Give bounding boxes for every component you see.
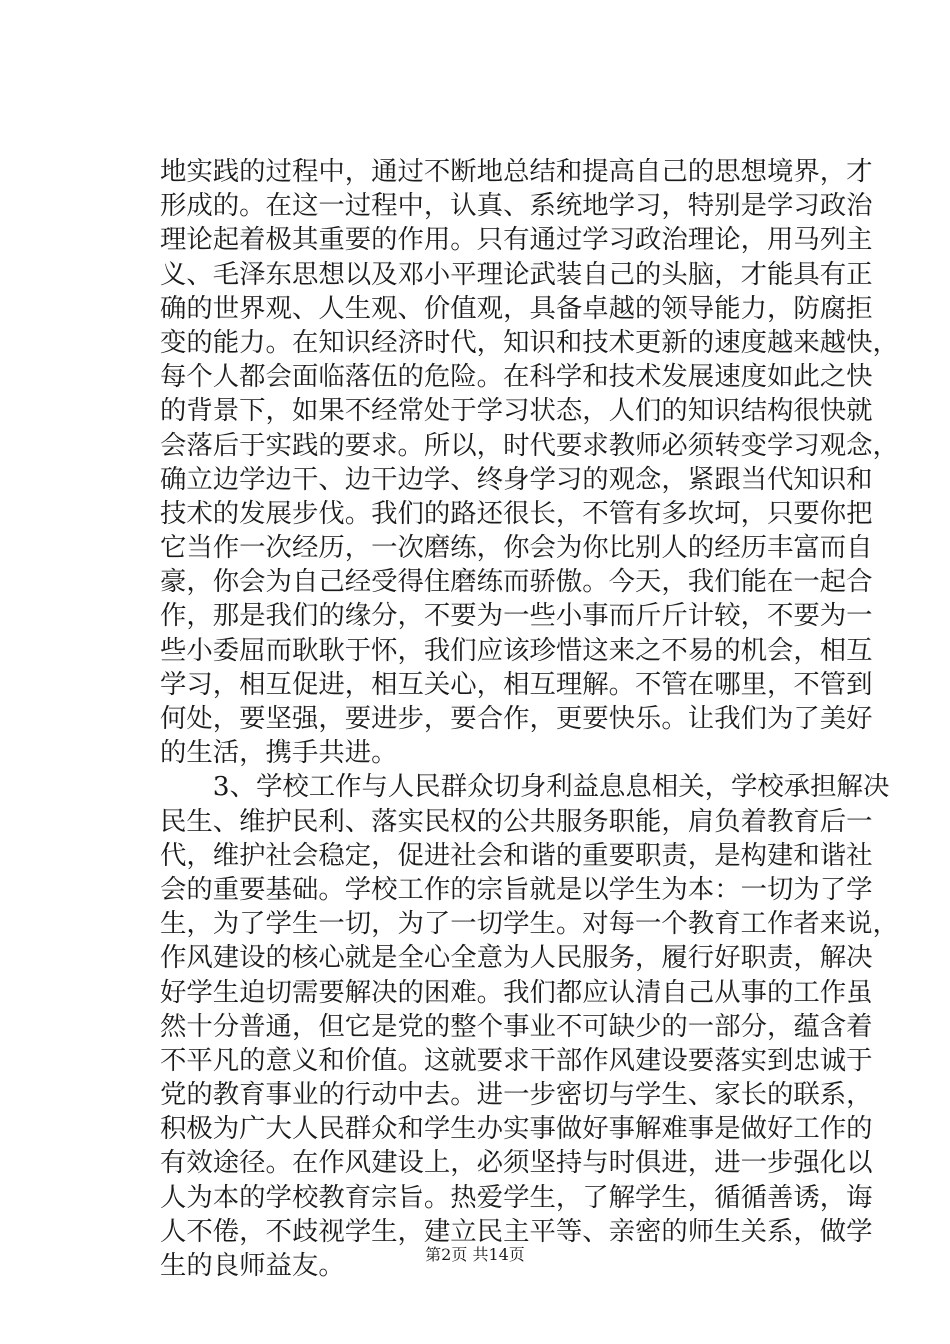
text-line: 人不倦，不歧视学生，建立民主平等、亲密的师生关系，做学 — [160, 1215, 873, 1247]
text-line: 会落后于实践的要求。所以，时代要求教师必须转变学习观念， — [160, 429, 899, 461]
text-line: 变的能力。在知识经济时代，知识和技术更新的速度越来越快， — [160, 326, 899, 358]
text-line: 的背景下，如果不经常处于学习状态，人们的知识结构很快就 — [160, 395, 873, 427]
text-line: 民生、维护民利、落实民权的公共服务职能，肩负着教育后一 — [160, 805, 873, 837]
text-line: 生的良师益友。 — [160, 1250, 345, 1281]
text-line: 学习，相互促进，相互关心，相互理解。不管在哪里，不管到 — [160, 668, 873, 700]
text-line: 它当作一次经历，一次磨练，你会为你比别人的经历丰富而自 — [160, 532, 873, 564]
page-number-footer: 第2页 共14页 — [425, 1245, 525, 1264]
text-line: 作风建设的核心就是全心全意为人民服务，履行好职责，解决 — [160, 942, 873, 974]
document-body — [160, 155, 899, 1283]
text-line: 好学生迫切需要解决的困难。我们都应认清自己从事的工作虽 — [160, 976, 873, 1008]
text-line: 些小委屈而耿耿于怀，我们应该珍惜这来之不易的机会，相互 — [160, 634, 873, 666]
text-line: 义、毛泽东思想以及邓小平理论武装自己的头脑，才能具有正 — [160, 258, 873, 290]
text-line: 地实践的过程中，通过不断地总结和提高自己的思想境界，才 — [160, 156, 873, 187]
text-line: 有效途径。在作风建设上，必须坚持与时俱进，进一步强化以 — [160, 1147, 873, 1179]
paragraph-2 — [160, 770, 899, 1283]
text-line: 确的世界观、人生观、价值观，具备卓越的领导能力，防腐拒 — [160, 292, 873, 324]
text-line: 何处，要坚强，要进步，要合作，更要快乐。让我们为了美好 — [160, 703, 873, 734]
text-line: 技术的发展步伐。我们的路还很长，不管有多坎坷，只要你把 — [160, 497, 873, 529]
text-line: 确立边学边干、边干边学、终身学习的观念，紧跟当代知识和 — [160, 463, 873, 495]
text-line: 理论起着极其重要的作用。只有通过学习政治理论，用马列主 — [160, 224, 873, 256]
text-line: 的生活，携手共进。 — [160, 737, 398, 769]
text-line: 会的重要基础。学校工作的宗旨就是以学生为本：一切为了学 — [160, 873, 873, 905]
text-line: 积极为广大人民群众和学生办实事做好事解难事是做好工作的 — [160, 1113, 873, 1145]
text-line: 豪，你会为自己经受得住磨练而骄傲。今天，我们能在一起合 — [160, 566, 873, 598]
text-line: 生，为了学生一切，为了一切学生。对每一个教育工作者来说， — [160, 908, 899, 940]
text-line: 不平凡的意义和价值。这就要求干部作风建设要落实到忠诚于 — [160, 1044, 873, 1076]
text-line: 形成的。在这一过程中，认真、系统地学习，特别是学习政治 — [160, 190, 873, 222]
paragraph-1 — [160, 155, 899, 770]
text-line: 作，那是我们的缘分，不要为一些小事而斤斤计较，不要为一 — [160, 600, 873, 632]
text-line: 每个人都会面临落伍的危险。在科学和技术发展速度如此之快 — [160, 361, 873, 393]
text-line: 3、学校工作与人民群众切身利益息息相关，学校承担解决 — [160, 771, 890, 803]
text-line: 代，维护社会稳定，促进社会和谐的重要职责，是构建和谐社 — [160, 839, 873, 871]
text-line: 然十分普通，但它是党的整个事业不可缺少的一部分，蕴含着 — [160, 1010, 873, 1042]
text-line: 党的教育事业的行动中去。进一步密切与学生、家长的联系， — [160, 1079, 873, 1111]
text-line: 人为本的学校教育宗旨。热爱学生，了解学生，循循善诱，诲 — [160, 1181, 873, 1213]
